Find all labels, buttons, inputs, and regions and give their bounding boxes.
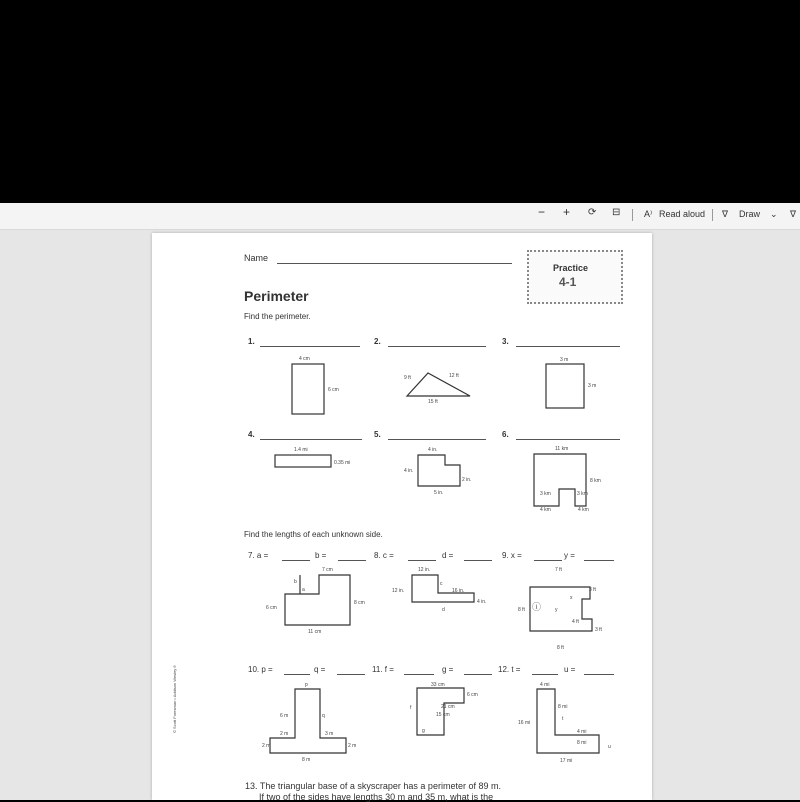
answer-line [532, 674, 558, 675]
p11-right-label: 6 cm [467, 692, 478, 698]
figure-10-shape [270, 689, 346, 753]
p7-b-side: b [294, 579, 297, 585]
problem-1-number: 1. [248, 337, 255, 346]
draw-button[interactable]: Draw [739, 209, 761, 219]
p11-g-side: g [422, 728, 425, 734]
p12-u-side: u [608, 744, 611, 750]
p10-right-step-label: 3 m [325, 731, 334, 737]
name-label: Name [244, 253, 269, 263]
p10-bottom-left-label: 2 m [262, 743, 271, 749]
answer-line [464, 560, 492, 561]
answer-line [337, 674, 365, 675]
figure-6-shape [534, 454, 586, 506]
answer-line [284, 674, 310, 675]
figure-2-triangle [407, 373, 470, 396]
draw-icon[interactable]: ∇ [722, 209, 729, 219]
p4-top-label: 1.4 mi [294, 447, 308, 453]
figure-5-shape [418, 455, 460, 486]
figure-1-rectangle [292, 364, 324, 414]
p6-bottom-right-label: 4 km [578, 507, 589, 513]
p9-left-label: 8 ft [518, 607, 525, 613]
p8-left-label: 12 in. [392, 588, 405, 594]
figure-4-rectangle [275, 455, 331, 467]
p11-g-label: g = [442, 665, 454, 674]
p12-step-label: 4 mi [577, 729, 587, 735]
p5-left-label: 4 in. [404, 468, 414, 474]
problem-13-line-1: 13. The triangular base of a skyscraper has a perimeter of 89 m. [245, 781, 501, 791]
p9-label: 9. x = [502, 551, 522, 560]
zoom-out-button[interactable]: − [538, 205, 546, 219]
fit-page-icon[interactable]: ⊟ [612, 207, 621, 218]
p10-q-label: q = [314, 665, 326, 674]
p8-label: 8. c = [374, 551, 394, 560]
answer-line [584, 560, 614, 561]
problem-2-number: 2. [374, 337, 381, 346]
problem-13-line-2: If two of the sides have lengths 30 m and 35 m, what is the [259, 792, 494, 802]
p12-label: 12. t = [498, 665, 521, 674]
practice-label: Practice [553, 263, 589, 273]
p6-bottom-left-label: 4 km [540, 507, 551, 513]
p5-top-label: 4 in. [428, 447, 438, 453]
p10-bottom-label: 8 m [302, 757, 311, 763]
p7-a-side: a [302, 587, 305, 593]
p12-step2-label: 8 mi [577, 740, 587, 746]
p10-right-label: 2 m [348, 743, 357, 749]
figure-8-shape [412, 575, 474, 602]
p11-label: 11. f = [372, 665, 394, 674]
figure-12-shape [537, 689, 599, 753]
p10-p-side: p [305, 682, 308, 688]
p7-bottom-label: 11 cm [308, 629, 322, 635]
p11-top-label: 33 cm [431, 682, 445, 688]
p2-left-label: 9 ft [404, 375, 411, 381]
p11-inner-label: 21 cm [441, 704, 455, 710]
p6-top-label: 11 km [555, 446, 569, 452]
p3-side-label: 3 m [588, 383, 597, 389]
figure-3-square [546, 364, 584, 408]
p12-bottom-label: 17 mi [560, 758, 573, 764]
p7-left-label: 6 cm [266, 605, 277, 611]
p5-bottom-label: 5 in. [434, 490, 444, 496]
p2-right-label: 12 ft [449, 373, 459, 379]
p6-inner-left-label: 3 km [540, 491, 551, 497]
rotate-icon[interactable]: ⟳ [588, 207, 597, 218]
toolbar-divider [632, 209, 633, 221]
instructions-perimeter: Find the perimeter. [244, 312, 311, 321]
answer-line [534, 560, 562, 561]
p11-inner2-label: 15 cm [436, 712, 450, 718]
p9-right-low-label: 3 ft [595, 627, 602, 633]
p7-right-label: 8 cm [354, 600, 365, 606]
p3-top-label: 3 m [560, 357, 569, 363]
answer-line [338, 560, 366, 561]
p9-mid-label: 4 ft [572, 619, 579, 625]
p8-mid-label: 16 in. [452, 588, 465, 594]
p9-y-label: y = [564, 551, 575, 560]
p6-side-label: 8 km [590, 478, 601, 484]
answer-line [464, 674, 492, 675]
info-icon: ⓘ [532, 602, 542, 612]
p9-y-side: y [555, 607, 558, 613]
p9-right-label: 3 ft [589, 587, 596, 593]
p4-side-label: 0.35 mi [334, 460, 351, 466]
answer-line [584, 674, 614, 675]
read-aloud-icon[interactable]: A⁾ [644, 209, 653, 219]
p12-t-side: t [562, 716, 564, 722]
problem-4-number: 4. [248, 430, 255, 439]
worksheet-figures [152, 233, 652, 800]
p7-label: 7. a = [248, 551, 269, 560]
p12-left-label: 16 mi [518, 720, 531, 726]
answer-line [282, 560, 310, 561]
p10-step-label: 2 m [280, 731, 289, 737]
zoom-in-button[interactable]: + [563, 205, 571, 219]
p9-bottom-label: 8 ft [557, 645, 564, 651]
problem-3-number: 3. [502, 337, 509, 346]
p12-inner-label: 8 mi [558, 704, 568, 710]
p11-f-side: f [410, 705, 412, 711]
p1-top-label: 4 cm [299, 356, 310, 362]
p7-b-label: b = [315, 551, 327, 560]
p8-top-label: 12 in. [418, 567, 431, 573]
p2-bottom-label: 15 ft [428, 399, 438, 405]
worksheet-page [152, 233, 652, 800]
p12-u-label: u = [564, 665, 576, 674]
chevron-down-icon[interactable]: ⌄ [770, 209, 778, 219]
read-aloud-button[interactable]: Read aloud [659, 209, 706, 219]
p7-top-label: 7 cm [322, 567, 333, 573]
instructions-unknown-sides: Find the lengths of each unknown side. [244, 530, 383, 539]
p6-inner-right-label: 3 km [577, 491, 588, 497]
p10-label: 10. p = [248, 665, 273, 674]
p1-side-label: 6 cm [328, 387, 339, 393]
p8-d-side: d [442, 607, 445, 613]
p8-d-label: d = [442, 551, 454, 560]
p9-top-label: 7 ft [555, 567, 562, 573]
p9-x-side: x [570, 595, 573, 601]
p8-right-label: 4 in. [477, 599, 487, 605]
viewer-toolbar [0, 203, 800, 230]
practice-number: 4-1 [559, 275, 577, 289]
page-title: Perimeter [244, 288, 309, 304]
p10-left-label: 6 m [280, 713, 289, 719]
highlight-icon[interactable]: ∇ [790, 209, 797, 219]
answer-line [404, 674, 434, 675]
p8-c-side: c [440, 581, 443, 587]
toolbar-divider [712, 209, 713, 221]
p12-top-label: 4 mi [540, 682, 550, 688]
p10-q-side: q [322, 713, 325, 719]
answer-line [408, 560, 436, 561]
copyright-text: © Scott Foresman • Addison Wesley 6 [172, 665, 177, 733]
p5-right-label: 2 in. [462, 477, 472, 483]
problem-6-number: 6. [502, 430, 509, 439]
problem-5-number: 5. [374, 430, 381, 439]
